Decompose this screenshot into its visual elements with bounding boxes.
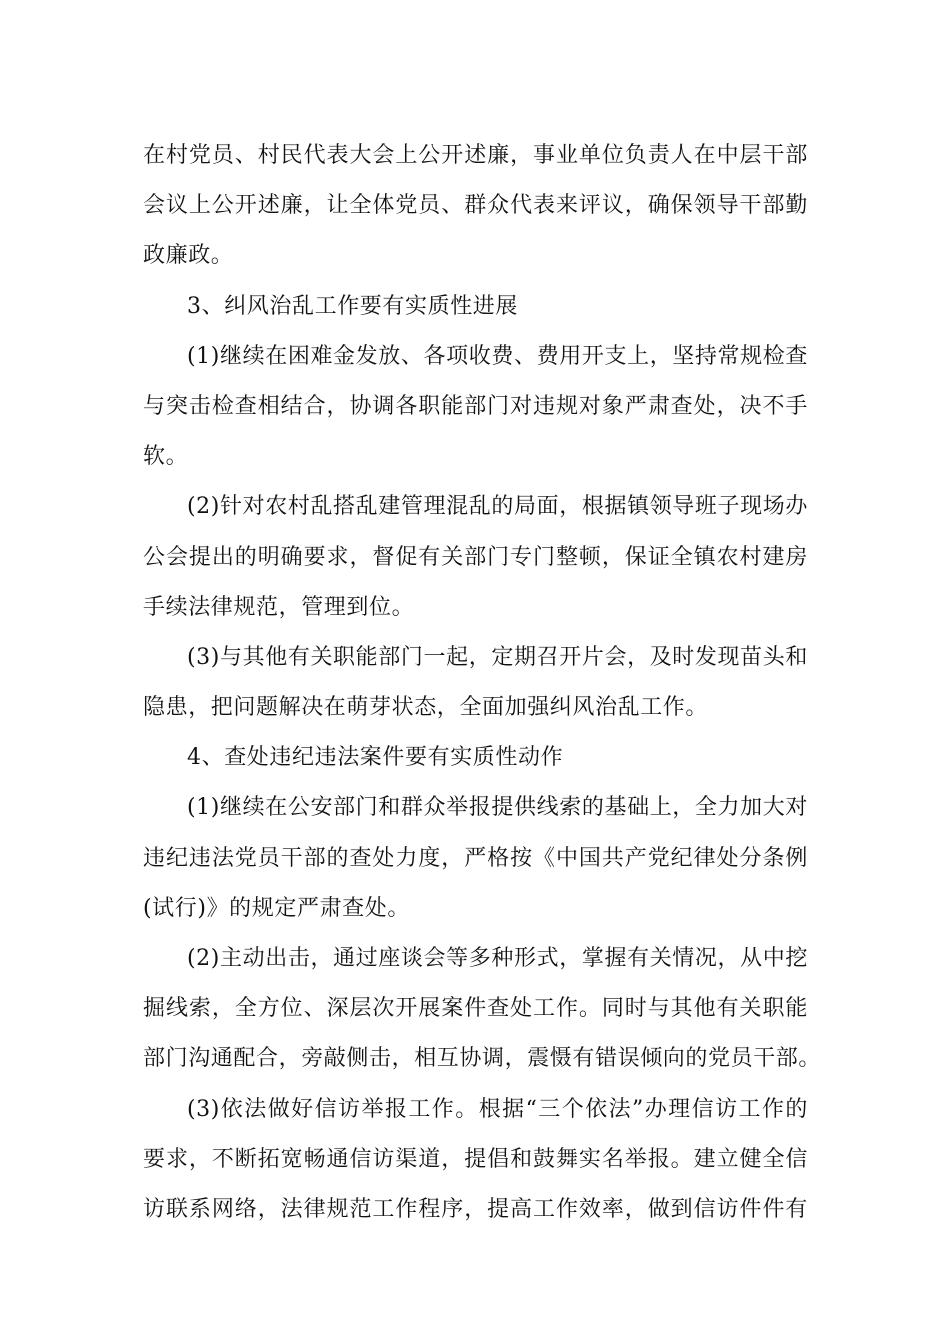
body-line: 部门沟通配合，旁敲侧击，相互协调，震慑有错误倾向的党员干部。 bbox=[143, 1046, 822, 1072]
body-line: 隐患，把问题解决在萌芽状态，全面加强纠风治乱工作。 bbox=[143, 695, 709, 721]
body-line: 会议上公开述廉，让全体党员、群众代表来评议，确保领导干部勤 bbox=[143, 193, 808, 219]
body-line: 手续法律规范，管理到位。 bbox=[143, 594, 415, 620]
body-line: (3)依法做好信访举报工作。根据“三个依法”办理信访工作的 bbox=[187, 1096, 808, 1122]
body-line: 要求，不断拓宽畅通信访渠道，提倡和鼓舞实名举报。建立健全信 bbox=[143, 1146, 808, 1172]
document-body bbox=[143, 131, 822, 1235]
body-line: (1)继续在困难金发放、各项收费、费用开支上，坚持常规检查 bbox=[187, 343, 808, 369]
body-line: 与突击检查相结合，协调各职能部门对违规对象严肃查处，决不手 bbox=[143, 393, 808, 419]
body-line: 在村党员、村民代表大会上公开述廉，事业单位负责人在中层干部 bbox=[143, 143, 808, 168]
body-line: (2)主动出击，通过座谈会等多种形式，掌握有关情况，从中挖 bbox=[187, 946, 808, 971]
body-line: 掘线索，全方位、深层次开展案件查处工作。同时与其他有关职能 bbox=[143, 996, 808, 1022]
section-heading-3: 3、纠风治乱工作要有实质性进展 bbox=[187, 293, 518, 319]
body-line: 违纪违法党员干部的查处力度，严格按《中国共产党纪律处分条例 bbox=[143, 845, 808, 871]
body-line: (2)针对农村乱搭乱建管理混乱的局面，根据镇领导班子现场办 bbox=[187, 494, 808, 520]
body-line: 公会提出的明确要求，督促有关部门专门整顿，保证全镇农村建房 bbox=[143, 544, 808, 570]
body-line: (1)继续在公安部门和群众举报提供线索的基础上，全力加大对 bbox=[187, 795, 808, 821]
section-heading-4: 4、查处违纪违法案件要有实质性动作 bbox=[187, 745, 564, 771]
body-line: 访联系网络，法律规范工作程序，提高工作效率，做到信访件件有 bbox=[143, 1196, 808, 1222]
body-line: (试行)》的规定严肃查处。 bbox=[143, 895, 410, 921]
body-line: 软。 bbox=[143, 444, 189, 470]
body-line: (3)与其他有关职能部门一起，定期召开片会，及时发现苗头和 bbox=[187, 644, 808, 670]
body-line: 政廉政。 bbox=[143, 243, 234, 269]
